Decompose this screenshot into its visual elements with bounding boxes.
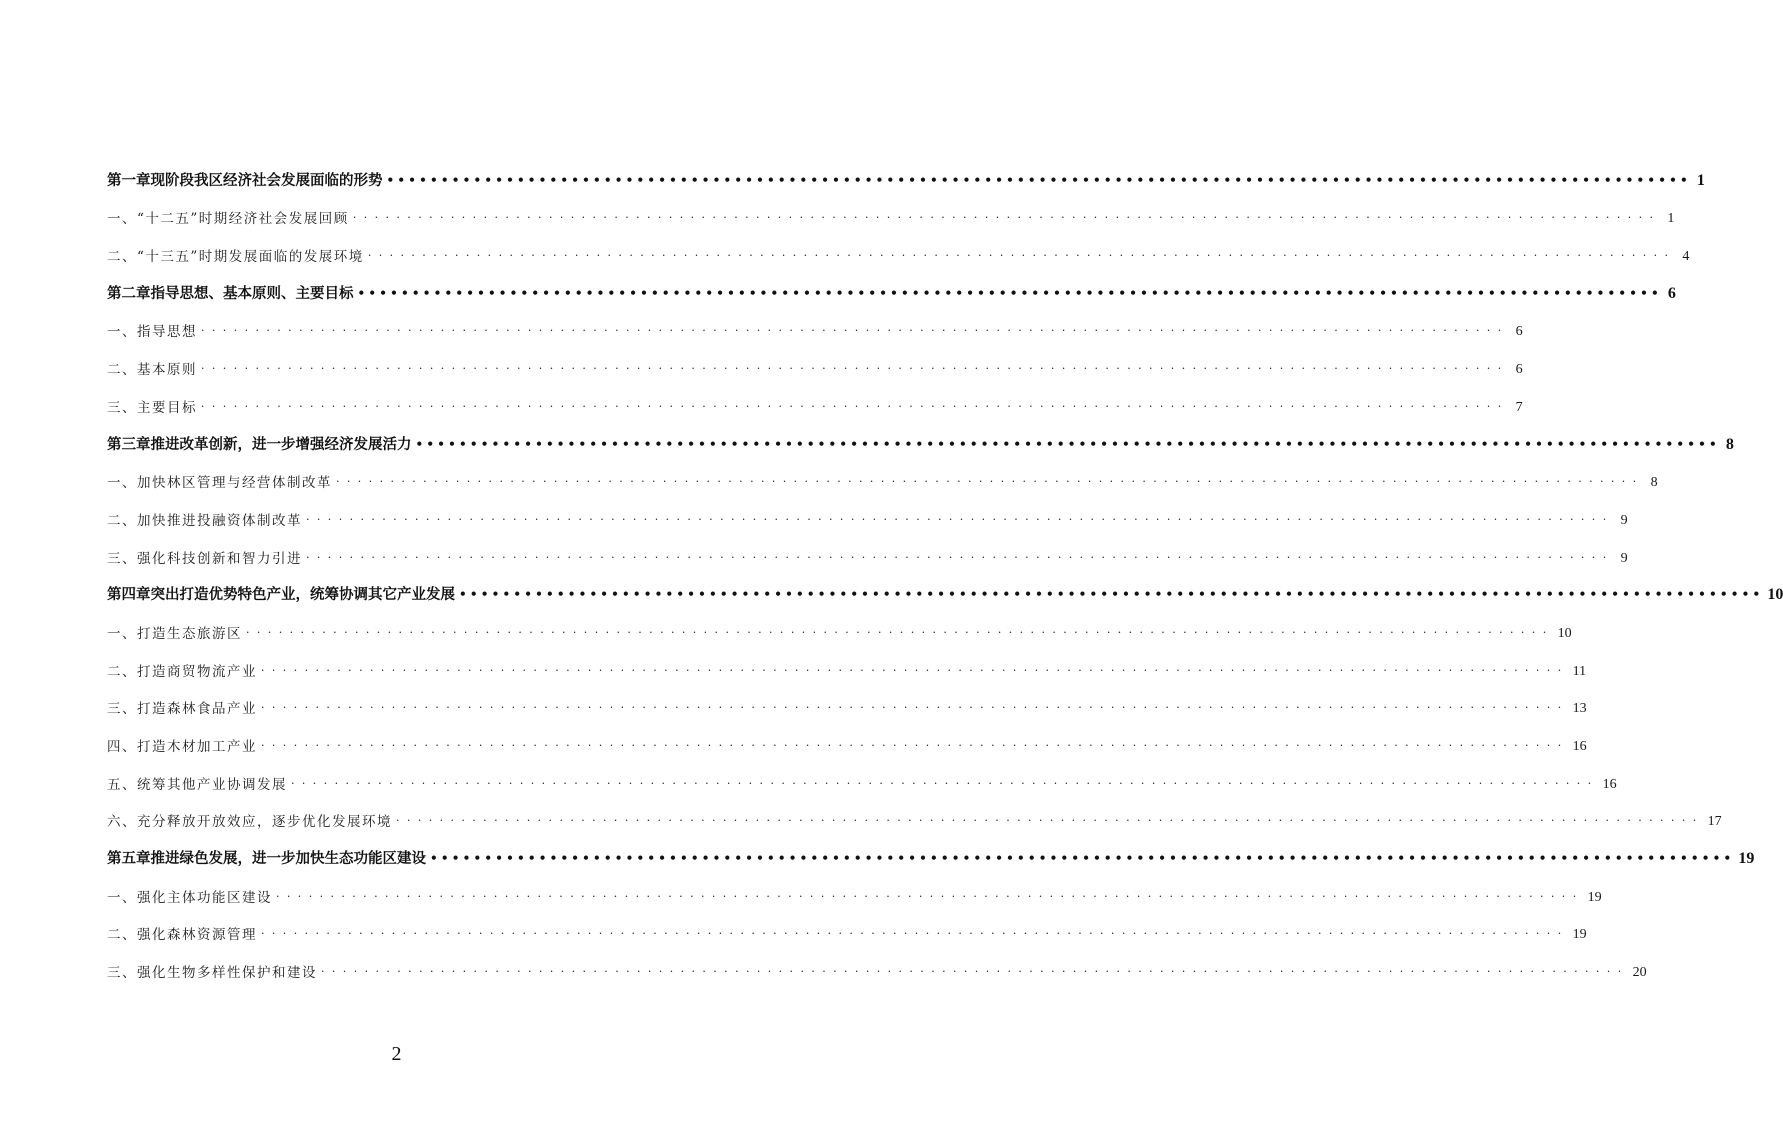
toc-entry-title: 一、强化主体功能区建设 bbox=[107, 889, 272, 906]
toc-section-4-6[interactable] bbox=[107, 793, 1722, 831]
toc-leader-dots: ························································································································ bbox=[276, 889, 1584, 903]
toc-entry-page: 1 bbox=[1667, 211, 1675, 227]
toc-entry-page: 19 bbox=[1738, 850, 1755, 868]
toc-entry-title: 三、强化科技创新和智力引进 bbox=[107, 550, 302, 567]
toc-entry-title: 二、“十三五”时期发展面临的发展环境 bbox=[107, 249, 364, 266]
toc-entry-title: 三、强化生物多样性保护和建设 bbox=[107, 965, 317, 982]
toc-chapter-3[interactable] bbox=[107, 416, 1734, 454]
toc-entry-page: 6 bbox=[1515, 362, 1523, 378]
toc-entry-page: 17 bbox=[1707, 814, 1722, 830]
toc-leader-dots: •••••••••••••••••••••••••••••••••••••••••••••••••••••••••••••••••••••••••••••••••••••••••••••••••••••••••••••••••••••••• bbox=[430, 851, 1735, 866]
toc-leader-dots: ························································································································ bbox=[261, 701, 1569, 715]
toc-leader-dots: ························································································································ bbox=[246, 625, 1554, 639]
toc-section-4-1[interactable] bbox=[107, 604, 1572, 642]
toc-section-2-1[interactable] bbox=[107, 303, 1523, 341]
toc-entry-page: 8 bbox=[1650, 475, 1658, 491]
toc-section-3-3[interactable] bbox=[107, 529, 1628, 567]
toc-section-4-4[interactable] bbox=[107, 717, 1587, 755]
toc-entry-title: 一、“十二五”时期经济社会发展回顾 bbox=[107, 211, 349, 228]
toc-leader-dots: ························································································································ bbox=[201, 362, 1509, 376]
toc-chapter-5[interactable] bbox=[107, 830, 1755, 868]
toc-entry-title: 第四章突出打造优势特色产业，统筹协调其它产业发展 bbox=[107, 586, 455, 604]
page-number: 2 bbox=[391, 1043, 402, 1065]
toc-leader-dots: •••••••••••••••••••••••••••••••••••••••••••••••••••••••••••••••••••••••••••••••••••••••••••••••••••••••••••••••••••••••• bbox=[386, 172, 1691, 187]
toc-chapter-2[interactable] bbox=[107, 265, 1676, 303]
toc-entry-page: 10 bbox=[1767, 586, 1783, 604]
toc-section-5-1[interactable] bbox=[107, 868, 1602, 906]
toc-leader-dots: •••••••••••••••••••••••••••••••••••••••••••••••••••••••••••••••••••••••••••••••••••••••••••••••••••••••••••••••••••••••• bbox=[415, 436, 1720, 451]
toc-section-5-3[interactable] bbox=[107, 943, 1647, 982]
toc-section-2-3[interactable] bbox=[107, 378, 1523, 416]
toc-entry-page: 6 bbox=[1667, 284, 1676, 302]
toc-entry-page: 4 bbox=[1682, 249, 1690, 265]
toc-entry-page: 9 bbox=[1620, 550, 1628, 566]
toc-entry-page: 7 bbox=[1515, 399, 1523, 415]
toc-entry-page: 1 bbox=[1696, 171, 1705, 189]
toc-entry-page: 19 bbox=[1572, 927, 1587, 943]
toc-leader-dots: ························································································································ bbox=[261, 739, 1569, 752]
toc-leader-dots: ························································································································ bbox=[291, 776, 1599, 790]
toc-entry-title: 二、强化森林资源管理 bbox=[107, 927, 257, 944]
toc-leader-dots: ························································································································ bbox=[336, 475, 1644, 489]
toc-leader-dots: ························································································································ bbox=[367, 249, 1676, 263]
toc-entry-page: 13 bbox=[1572, 701, 1587, 717]
toc-entry-title: 四、打造木材加工产业 bbox=[107, 739, 257, 755]
toc-leader-dots: •••••••••••••••••••••••••••••••••••••••••••••••••••••••••••••••••••••••••••••••••••••••••••••••••••••••••••••••••••••••• bbox=[459, 587, 1764, 602]
toc-entry-page: 6 bbox=[1515, 324, 1523, 340]
toc-leader-dots: ························································································································ bbox=[261, 927, 1569, 941]
toc-leader-dots: •••••••••••••••••••••••••••••••••••••••••••••••••••••••••••••••••••••••••••••••••••••••••••••••••••••••••••••••••••••••• bbox=[357, 285, 1662, 300]
toc-section-1-2[interactable] bbox=[107, 227, 1690, 266]
toc-entry-title: 第三章推进改革创新，进一步增强经济发展活力 bbox=[107, 435, 412, 453]
toc-section-4-3[interactable] bbox=[107, 680, 1587, 718]
toc-section-1-1[interactable] bbox=[107, 190, 1675, 228]
toc-chapter-4[interactable] bbox=[107, 567, 1783, 605]
toc-leader-dots: ························································································································ bbox=[396, 814, 1704, 828]
toc-section-4-5[interactable] bbox=[107, 755, 1617, 793]
toc-entry-page: 20 bbox=[1632, 965, 1647, 981]
toc-entry-page: 9 bbox=[1620, 512, 1628, 528]
table-of-contents bbox=[107, 152, 1783, 982]
toc-entry-page: 19 bbox=[1587, 889, 1602, 905]
toc-entry-title: 二、基本原则 bbox=[107, 362, 197, 379]
toc-section-3-2[interactable] bbox=[107, 491, 1628, 529]
toc-entry-title: 二、加快推进投融资体制改革 bbox=[107, 512, 302, 529]
toc-leader-dots: ························································································································ bbox=[306, 550, 1614, 564]
toc-section-3-1[interactable] bbox=[107, 454, 1658, 492]
toc-leader-dots: ························································································································ bbox=[306, 512, 1614, 526]
toc-entry-page: 16 bbox=[1572, 739, 1587, 754]
toc-entry-title: 三、打造森林食品产业 bbox=[107, 701, 257, 718]
toc-entry-page: 8 bbox=[1725, 435, 1734, 453]
toc-leader-dots: ························································································································ bbox=[201, 324, 1509, 338]
toc-entry-title: 一、指导思想 bbox=[107, 324, 197, 341]
toc-entry-title: 六、充分释放开放效应，逐步优化发展环境 bbox=[107, 814, 392, 831]
toc-entry-title: 一、打造生态旅游区 bbox=[107, 625, 242, 642]
toc-section-5-2[interactable] bbox=[107, 906, 1587, 944]
toc-entry-title: 第五章推进绿色发展，进一步加快生态功能区建设 bbox=[107, 850, 426, 868]
toc-entry-title: 第二章指导思想、基本原则、主要目标 bbox=[107, 284, 354, 302]
toc-entry-page: 11 bbox=[1572, 663, 1587, 679]
toc-leader-dots: ························································································································ bbox=[201, 399, 1509, 413]
toc-section-2-2[interactable] bbox=[107, 340, 1523, 379]
toc-section-4-2[interactable] bbox=[107, 642, 1587, 680]
toc-leader-dots: ························································································································ bbox=[321, 965, 1629, 979]
toc-entry-title: 五、统筹其他产业协调发展 bbox=[107, 776, 287, 793]
toc-leader-dots: ························································································································ bbox=[352, 211, 1661, 225]
toc-entry-title: 一、加快林区管理与经营体制改革 bbox=[107, 475, 332, 492]
toc-entry-title: 三、主要目标 bbox=[107, 399, 197, 416]
toc-chapter-1[interactable] bbox=[107, 152, 1705, 190]
toc-entry-page: 16 bbox=[1602, 776, 1617, 792]
toc-leader-dots: ························································································································ bbox=[261, 663, 1569, 677]
toc-entry-page: 10 bbox=[1557, 625, 1572, 641]
toc-entry-title: 第一章现阶段我区经济社会发展面临的形势 bbox=[107, 171, 383, 189]
toc-entry-title: 二、打造商贸物流产业 bbox=[107, 663, 257, 680]
